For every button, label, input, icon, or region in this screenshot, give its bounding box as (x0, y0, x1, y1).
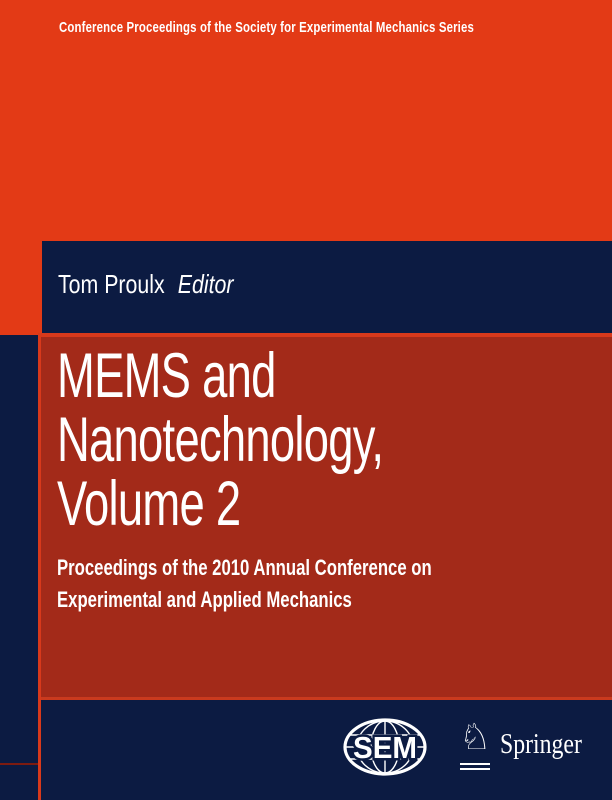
book-subtitle-line-1: Proceedings of the 2010 Annual Conference on (57, 555, 432, 580)
series-title: Conference Proceedings of the Society for Experimental Mechanics Series (59, 19, 474, 36)
chess-knight-icon: ♘ (459, 717, 492, 758)
book-subtitle (57, 552, 432, 616)
book-title-line-1: MEMS and (57, 341, 276, 411)
knight-base-line (460, 768, 490, 770)
book-title (57, 341, 384, 539)
title-panel (41, 333, 612, 700)
sem-logo-text: SEM (353, 730, 417, 765)
publisher-name: Springer (500, 728, 582, 760)
editor-role-label: Editor (177, 269, 234, 299)
sem-globe-icon (341, 717, 429, 779)
editor-name: Tom Proulx (58, 269, 165, 299)
rail-divider-line (0, 763, 38, 765)
left-rail (0, 335, 38, 800)
springer-logo (456, 716, 606, 776)
editor-row (58, 270, 233, 298)
book-subtitle-line-2: Experimental and Applied Mechanics (57, 587, 352, 612)
book-title-line-2: Nanotechnology, (57, 405, 384, 475)
editor-band (42, 241, 612, 335)
knight-base-line (460, 763, 490, 765)
book-title-line-3: Volume 2 (57, 469, 241, 539)
